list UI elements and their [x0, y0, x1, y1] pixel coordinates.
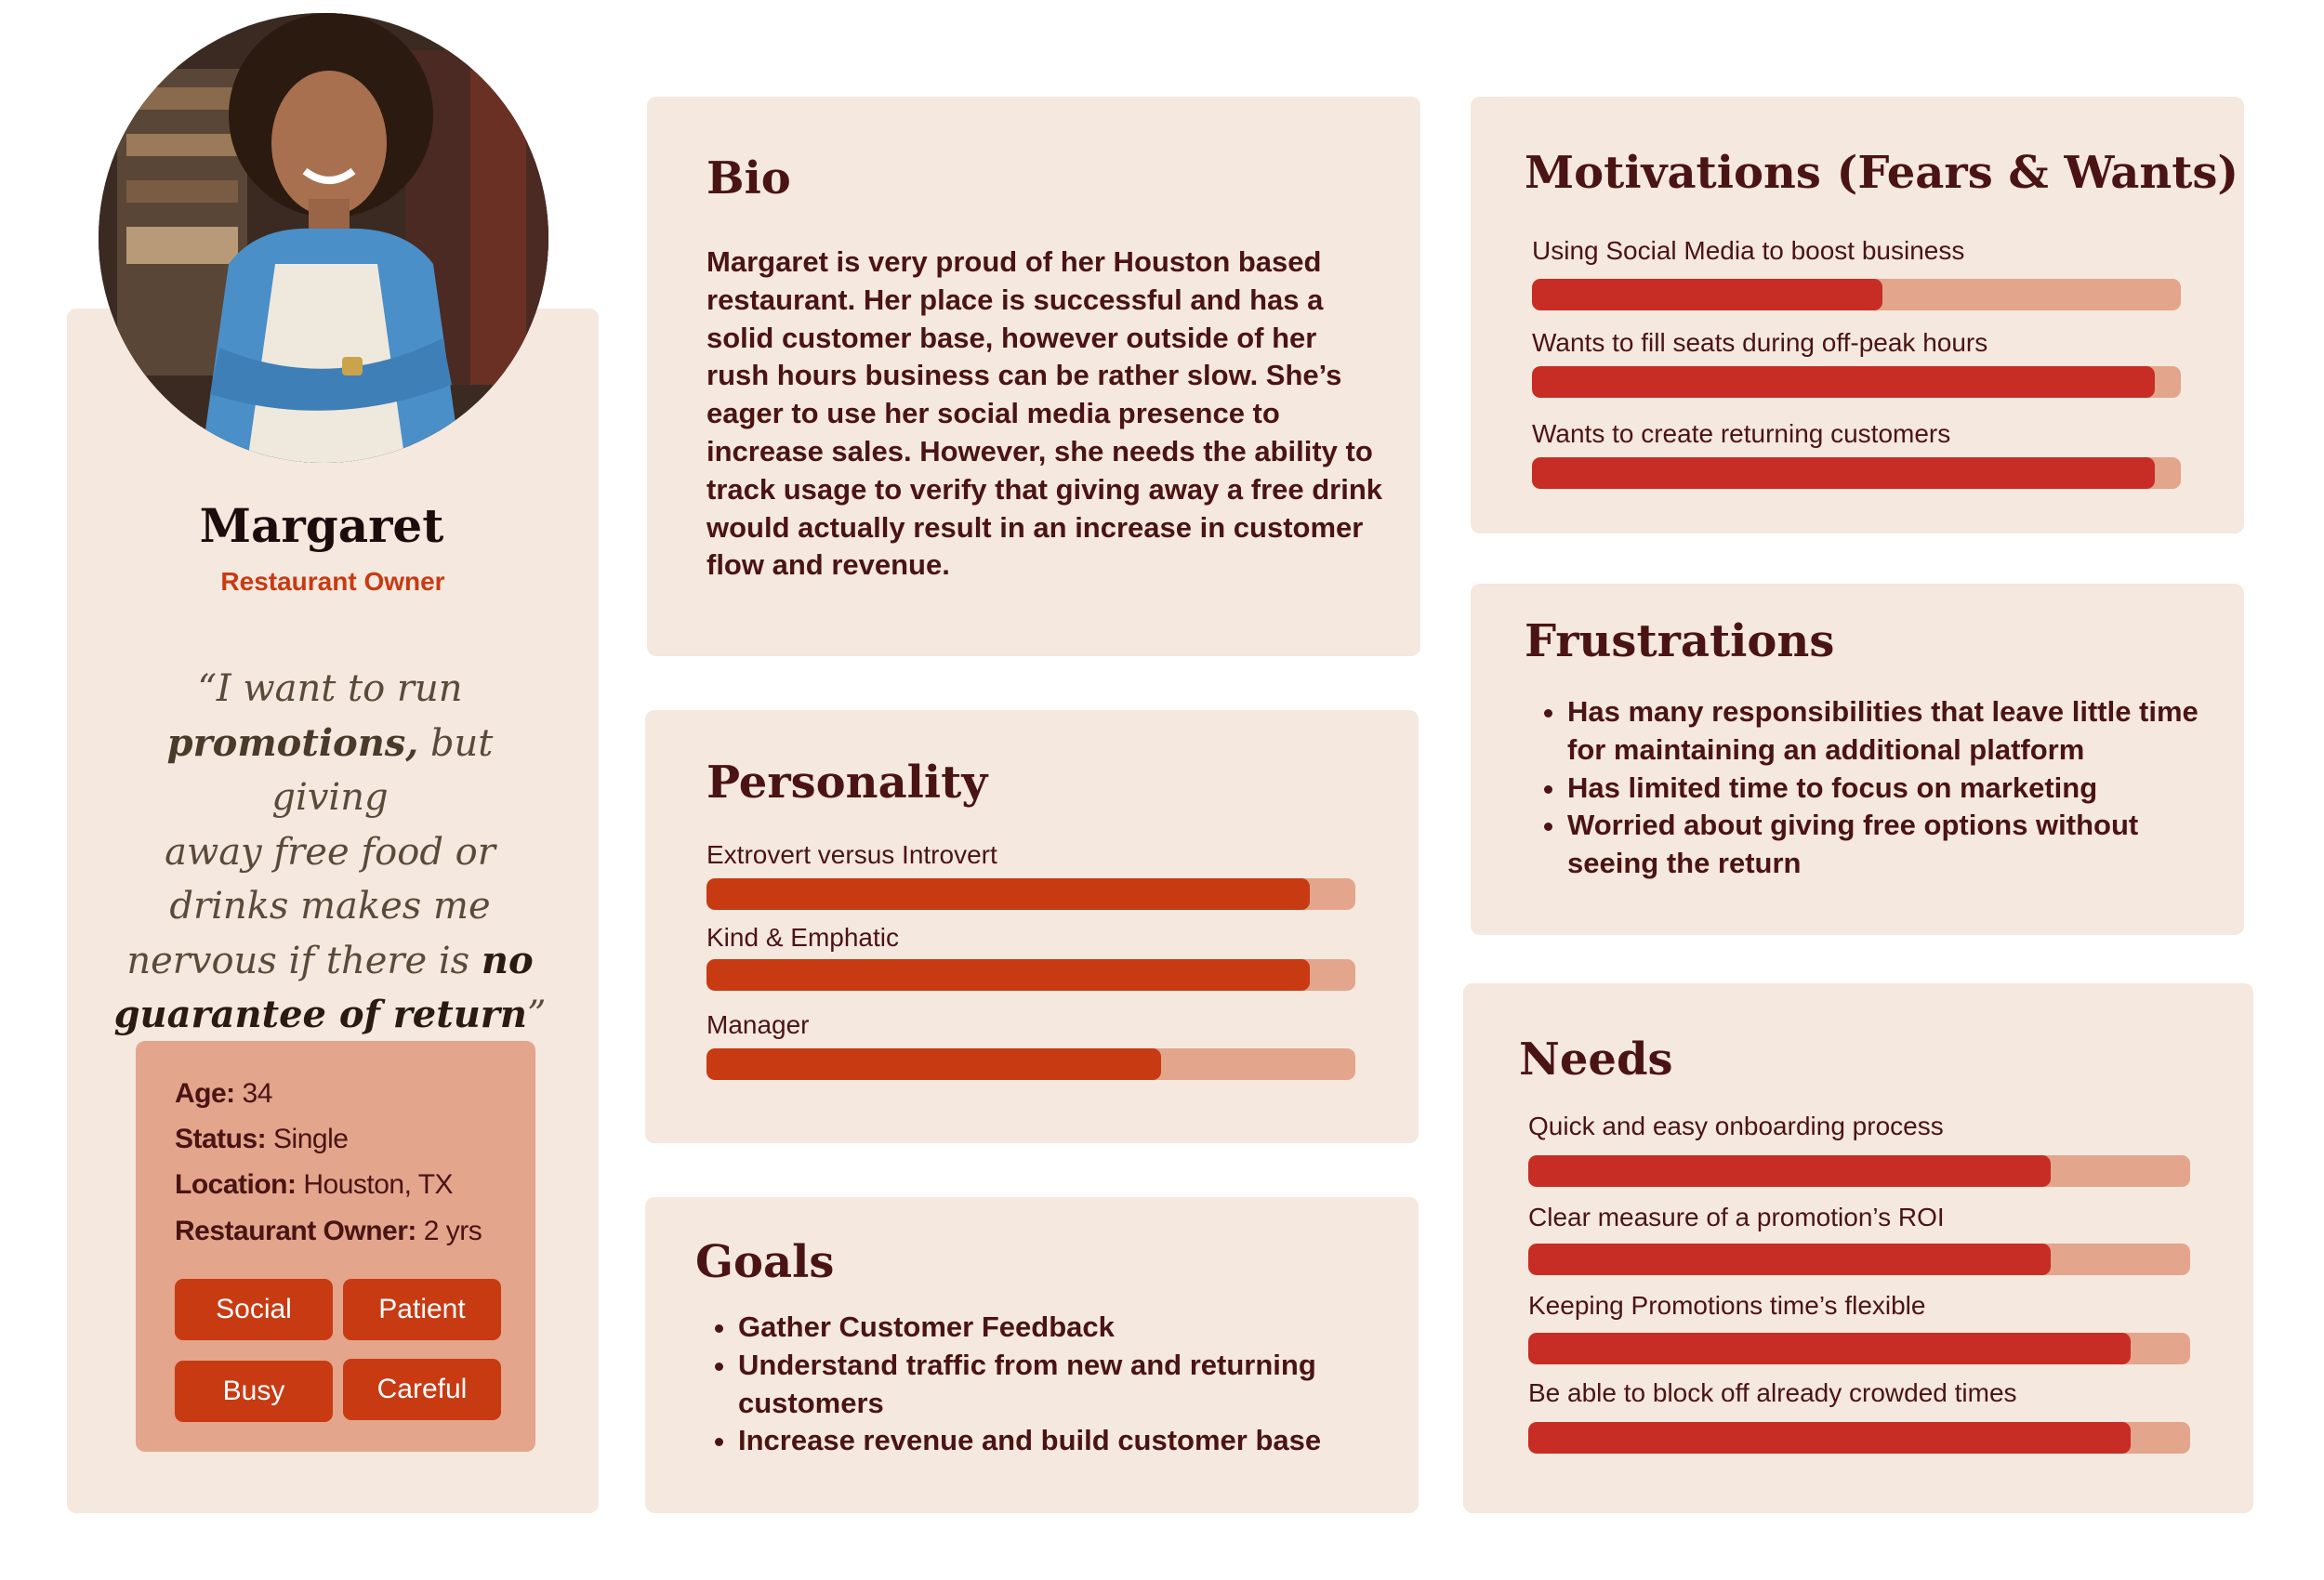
- quote-bold-guarantee: guarantee of return: [113, 993, 527, 1036]
- profile-name: Margaret: [199, 498, 444, 553]
- bio-title: Bio: [706, 152, 791, 204]
- need-bar: [1528, 1155, 2190, 1187]
- need-bar: [1528, 1422, 2190, 1454]
- frustrations-list: [1525, 693, 2218, 883]
- list-item: • Has limited time to focus on marketing: [1567, 770, 2218, 808]
- list-item: • Increase revenue and build customer base: [738, 1422, 1370, 1460]
- quote-line4: drinks makes me: [169, 885, 491, 928]
- bio-card: [647, 97, 1420, 656]
- quote-line3: away free food or: [165, 830, 495, 874]
- info-location: Location: Houston, TX: [175, 1169, 454, 1200]
- quote-close: ”: [526, 994, 547, 1036]
- tag-patient: Patient: [343, 1279, 501, 1340]
- info-box: [136, 1041, 535, 1452]
- need-bar: [1528, 1244, 2190, 1275]
- motivation-label: Wants to create returning customers: [1532, 419, 1951, 448]
- trait-bar-fill: [706, 959, 1310, 991]
- trait-label: Kind & Emphatic: [706, 923, 899, 952]
- trait-bar-fill: [706, 1048, 1161, 1080]
- motivation-bar: [1532, 457, 2181, 489]
- motivations-card: [1471, 97, 2244, 533]
- trait-bar: [706, 1048, 1355, 1080]
- need-bar-fill: [1528, 1155, 2051, 1187]
- frustrations-title: Frustrations: [1525, 615, 1835, 667]
- need-label: Clear measure of a promotion’s ROI: [1528, 1203, 1945, 1231]
- motivation-bar: [1532, 279, 2181, 310]
- need-bar-fill: [1528, 1422, 2131, 1454]
- motivation-label: Using Social Media to boost business: [1532, 236, 1965, 265]
- frustrations-card: [1471, 584, 2244, 935]
- list-item: • Worried about giving free options without seeing the return: [1567, 807, 2218, 883]
- bio-text: Margaret is very proud of her Houston based restaurant. Her place is successful and has a solid customer base, however outside of her rush hours business can be rather slow. She’s eager to use her social media presence to increase sales. However, she needs the ability to track usage to verify that giving away a free drink would actually result in an increase in customer flow and revenue.: [706, 245, 1383, 582]
- list-item: • Gather Customer Feedback: [738, 1309, 1370, 1347]
- quote-bold-no: no: [481, 938, 534, 982]
- quote-line5: nervous if there is: [126, 939, 470, 982]
- goals-title: Goals: [695, 1236, 835, 1288]
- info-owner-years: Restaurant Owner: 2 yrs: [175, 1216, 482, 1246]
- needs-title: Needs: [1519, 1034, 1673, 1086]
- trait-label: Extrovert versus Introvert: [706, 840, 997, 869]
- motivations-title: Motivations (Fears & Wants): [1525, 147, 2239, 199]
- need-label: Keeping Promotions time’s flexible: [1528, 1291, 1926, 1320]
- trait-bar-fill: [706, 878, 1310, 910]
- list-item: • Understand traffic from new and returning customers: [738, 1347, 1370, 1423]
- need-label: Quick and easy onboarding process: [1528, 1112, 1944, 1140]
- personality-card: [645, 710, 1419, 1143]
- motivation-bar-fill: [1532, 366, 2155, 398]
- trait-label: Manager: [706, 1010, 810, 1039]
- tag-careful: Careful: [343, 1359, 501, 1420]
- motivation-bar-fill: [1532, 457, 2155, 489]
- avatar: [99, 13, 548, 463]
- trait-bar: [706, 959, 1355, 991]
- info-age: Age: 34: [175, 1078, 272, 1109]
- quote-bold-promotions: promotions,: [166, 720, 419, 765]
- need-bar: [1528, 1333, 2190, 1364]
- tag-social: Social: [175, 1279, 333, 1340]
- profile-role: Restaurant Owner: [220, 567, 445, 596]
- goals-card: [645, 1197, 1419, 1513]
- trait-bar: [706, 878, 1355, 910]
- need-label: Be able to block off already crowded times: [1528, 1378, 2017, 1407]
- motivation-label: Wants to fill seats during off-peak hours: [1532, 328, 1988, 357]
- tag-busy: Busy: [175, 1361, 333, 1422]
- motivation-bar-fill: [1532, 279, 1882, 310]
- info-status: Status: Single: [175, 1124, 349, 1154]
- need-bar-fill: [1528, 1244, 2051, 1275]
- quote-mid: but giving: [271, 721, 494, 819]
- needs-card: [1463, 983, 2253, 1513]
- quote-open: “I want to run: [197, 667, 463, 710]
- list-item: • Has many responsibilities that leave little time for maintaining an additional platform: [1567, 693, 2218, 770]
- need-bar-fill: [1528, 1333, 2131, 1364]
- goals-list: [695, 1309, 1370, 1460]
- personality-title: Personality: [706, 757, 988, 809]
- profile-quote: [112, 662, 548, 1043]
- motivation-bar: [1532, 366, 2181, 398]
